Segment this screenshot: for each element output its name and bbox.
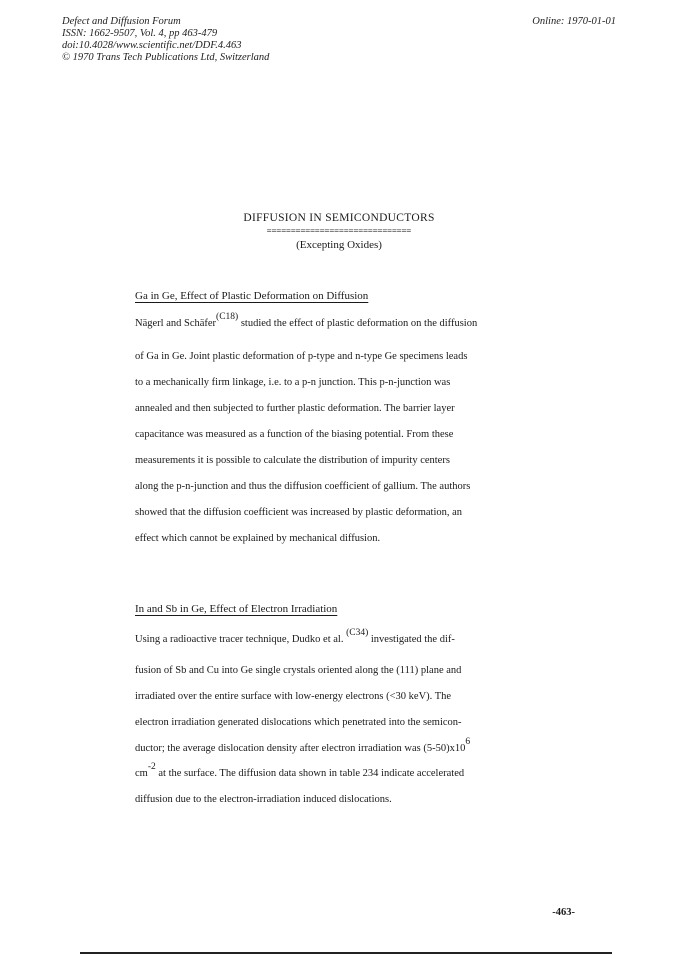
footer-rule [80, 952, 612, 954]
text-run: ductor; the average dislocation density after electron irradiation was (5-50)x10 [135, 743, 466, 754]
text-run: cm [135, 768, 148, 779]
paragraph-line: annealed and then subjected to further plastic deformation. The barrier layer [135, 403, 455, 414]
text-run: at the surface. The diffusion data shown in table 234 indicate accelerated [155, 768, 465, 779]
journal-header [62, 16, 269, 64]
paragraph-line: effect which cannot be explained by mechanical diffusion. [135, 533, 381, 544]
paragraph-line: irradiated over the entire surface with low-energy electrons (<30 keV). The [135, 691, 452, 702]
section-1-title: Ga in Ge, Effect of Plastic Deformation on Diffusion [135, 290, 369, 302]
text-run: studied the effect of plastic deformation on the diffusion [238, 318, 478, 329]
paragraph-line: electron irradiation generated dislocations which penetrated into the semicon- [135, 717, 462, 728]
paragraph-line: showed that the diffusion coefficient was increased by plastic deformation, an [135, 507, 463, 518]
text-run: Using a radioactive tracer technique, Dudko et al. [135, 634, 344, 645]
page-number: -463- [552, 907, 575, 918]
journal-name: Defect and Diffusion Forum [62, 16, 181, 27]
paragraph-line: diffusion due to the electron-irradiation induced dislocations. [135, 794, 392, 805]
paragraph-line: measurements it is possible to calculate the distribution of impurity centers [135, 455, 450, 466]
superscript: 6 [465, 736, 471, 747]
paragraph-line: along the p-n-junction and thus the diffusion coefficient of gallium. The authors [135, 481, 471, 492]
citation-ref: (C34) [346, 627, 369, 638]
paragraph-line [135, 761, 465, 779]
paragraph-line [135, 736, 471, 754]
paragraph-line: to a mechanically firm linkage, i.e. to a p-n junction. This p-n-junction was [135, 377, 451, 388]
section-2-title: In and Sb in Ge, Effect of Electron Irradiation [135, 603, 338, 615]
title-underline: ============================== [266, 226, 412, 235]
paragraph-line: of Ga in Ge. Joint plastic deformation of p-type and n-type Ge specimens leads [135, 351, 468, 362]
document-subtitle: (Excepting Oxides) [296, 239, 382, 251]
paragraph-line [135, 627, 455, 645]
journal-issn: ISSN: 1662-9507, Vol. 4, pp 463-479 [62, 28, 218, 39]
paragraph-line: fusion of Sb and Cu into Ge single crystals oriented along the (111) plane and [135, 665, 462, 676]
paragraph-line: capacitance was measured as a function of the biasing potential. From these [135, 429, 454, 440]
superscript: -2 [147, 761, 156, 772]
journal-copyright: © 1970 Trans Tech Publications Ltd, Switzerland [62, 52, 270, 63]
text-run: Nägerl and Schäfer [135, 318, 217, 329]
journal-doi: doi:10.4028/www.scientific.net/DDF.4.463 [62, 40, 242, 51]
citation-ref: (C18) [216, 311, 239, 322]
online-date: Online: 1970-01-01 [532, 16, 616, 27]
paragraph-line [135, 311, 478, 329]
document-title: DIFFUSION IN SEMICONDUCTORS [243, 212, 435, 224]
text-run: investigated the dif- [368, 634, 455, 645]
